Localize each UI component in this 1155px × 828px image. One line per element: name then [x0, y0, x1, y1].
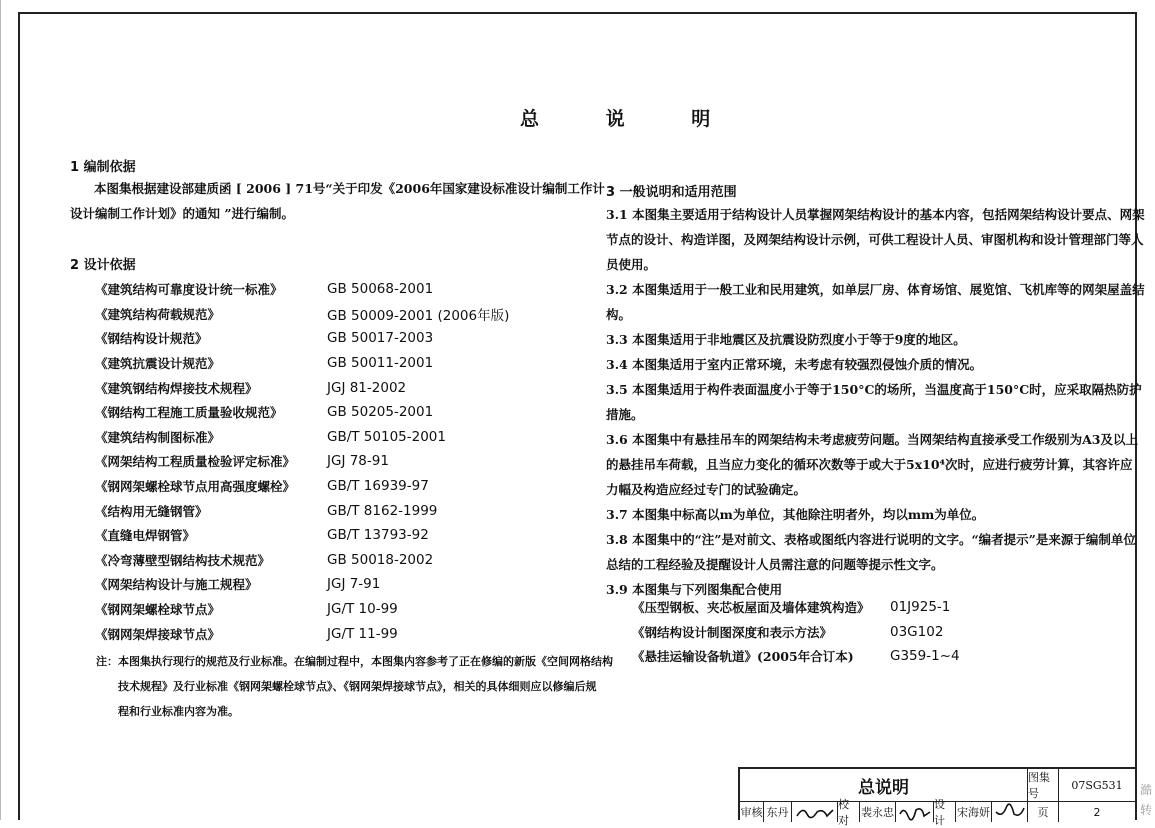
- related-atlas-list: [632, 595, 1092, 669]
- section-3-line: 3.5 本图集适用于构件表面温度小于等于150°C的场所，当温度高于150°C时，应采取隔热防护: [606, 382, 1142, 397]
- section-3-line: 措施。: [606, 407, 644, 422]
- page-title: 总 说 明: [520, 108, 741, 130]
- signature-mark: [994, 804, 1026, 820]
- checker-name: 裴永忠: [860, 802, 896, 822]
- standard-name: 《建筑结构可靠度设计统一标准》: [95, 282, 283, 298]
- standard-name: 《建筑结构制图标准》: [95, 429, 221, 445]
- standard-code: GB/T 13793-92: [327, 527, 429, 544]
- checker-signature: [896, 802, 934, 822]
- reviewer-name: 东丹: [764, 802, 792, 822]
- signature-mark: [898, 804, 932, 820]
- section-1-line: 本图集根据建设部建质函 [ 2006 ] 71号“关于印发《2006年国家建设标准设计编制工作计: [94, 181, 605, 196]
- section-3-line: 3.7 本图集中标高以m为单位，其他除注明者外，均以mm为单位。: [606, 507, 985, 522]
- standard-name: 《钢结构工程施工质量验收规范》: [95, 405, 283, 421]
- page-label: 页: [1028, 802, 1059, 822]
- note-line: 技术规程》及行业标准《钢网架螺栓球节点》、《钢网架焊接球节点》，相关的具体细则应以修编后规: [118, 680, 597, 693]
- section-1-line: 设计编制工作计划》的通知 ”进行编制。: [70, 206, 295, 221]
- design-label: 设计: [934, 802, 956, 822]
- section-1-body: [70, 176, 605, 226]
- atlas-number-label: 图集号: [1028, 769, 1059, 801]
- related-atlas-code: 01J925-1: [890, 599, 951, 616]
- standard-name: 《直缝电焊钢管》: [95, 528, 196, 544]
- standard-code: GB/T 16939-97: [327, 478, 429, 495]
- designer-signature: [992, 802, 1028, 822]
- section-3-heading: 3 一般说明和适用范围: [606, 185, 737, 200]
- standard-row: [95, 621, 535, 646]
- standard-row: [95, 400, 535, 425]
- standard-row: [95, 597, 535, 622]
- section-3-line: 3.8 本图集中的“注”是对前文、表格或图纸内容进行说明的文字。“编者提示”是来源于编制单位: [606, 532, 1136, 547]
- standard-code: JG/T 10-99: [327, 601, 398, 618]
- standard-row: [95, 498, 535, 523]
- section-3-line: 的悬挂吊车荷载，且当应力变化的循环次数等于或大于5x10⁴次时，应进行疲劳计算，其容许应: [606, 457, 1133, 472]
- standard-name: 《钢网架焊接球节点》: [95, 626, 221, 642]
- reviewer-signature: [792, 802, 838, 822]
- standard-code: JG/T 11-99: [327, 625, 398, 642]
- standard-code: GB 50017-2003: [327, 330, 434, 347]
- atlas-number: 07SG531: [1071, 778, 1123, 792]
- standard-name: 《钢网架螺栓球节点用高强度螺栓》: [95, 479, 296, 495]
- section-2-heading: 2 设计依据: [70, 258, 136, 273]
- standard-row: [95, 523, 535, 548]
- standard-row: [95, 326, 535, 351]
- section-3-line: 节点的设计、构造详图，及网架结构设计示例，可供工程设计人员、审图机构和设计管理部门等人: [606, 232, 1144, 247]
- section-3-line: 员使用。: [606, 257, 657, 272]
- section-3-body: [606, 202, 1145, 602]
- standard-row: [95, 302, 535, 327]
- standard-code: JGJ 78-91: [327, 453, 389, 470]
- standard-code: GB 50068-2001: [327, 281, 434, 298]
- section-1-heading: 1 编制依据: [70, 160, 136, 175]
- standard-code: GB 50205-2001: [327, 404, 434, 421]
- standard-name: 《建筑抗震设计规范》: [95, 356, 221, 372]
- standard-code: JGJ 81-2002: [327, 379, 407, 396]
- signature-mark: [795, 804, 835, 820]
- standard-name: 《钢网架螺栓球节点》: [95, 602, 221, 618]
- standards-note: [96, 649, 613, 724]
- note-line: 程和行业标准内容为准。: [118, 705, 239, 718]
- related-atlas-code: 03G102: [890, 623, 944, 640]
- standard-row: [95, 548, 535, 573]
- section-3-line: 3.9 本图集与下列图集配合使用: [606, 582, 783, 597]
- related-atlas-row: [632, 595, 1092, 620]
- related-atlas-row: [632, 644, 1092, 669]
- section-3-line: 总结的工程经验及提醒设计人员需注意的问题等提示性文字。: [606, 557, 944, 572]
- check-label: 校对: [838, 802, 860, 822]
- standard-row: [95, 277, 535, 302]
- standard-row: [95, 425, 535, 450]
- review-label: 审核: [740, 802, 764, 822]
- section-3-line: 3.3 本图集适用于非地震区及抗震设防烈度小于等于9度的地区。: [606, 332, 966, 347]
- standard-row: [95, 449, 535, 474]
- standard-code: JGJ 7-91: [327, 576, 381, 593]
- standards-list: [95, 277, 535, 646]
- section-3-line: 3.1 本图集主要适用于结构设计人员掌握网架结构设计的基本内容，包括网架结构设计要点、网架: [606, 207, 1145, 222]
- section-3-line: 构。: [606, 307, 632, 322]
- standard-name: 《网架结构设计与施工规程》: [95, 577, 258, 593]
- related-atlas-name: 《钢结构设计制图深度和表示方法》: [632, 624, 833, 640]
- section-3-line: 3.2 本图集适用于一般工业和民用建筑，如单层厂房、体育场馆、展览馆、飞机库等的网架屋盖结: [606, 282, 1145, 297]
- section-3-line: 3.4 本图集适用于室内正常环境，未考虑有较强烈侵蚀介质的情况。: [606, 357, 983, 372]
- standard-name: 《冷弯薄壁型钢结构技术规范》: [95, 552, 271, 568]
- page-number: 2: [1093, 805, 1101, 819]
- standard-name: 《建筑钢结构焊接技术规程》: [95, 380, 258, 396]
- standard-name: 《结构用无缝钢管》: [95, 503, 208, 519]
- designer-name: 宋海妍: [956, 802, 992, 822]
- standard-row: [95, 474, 535, 499]
- side-watermark: 澔 转: [1140, 783, 1153, 817]
- related-atlas-code: G359-1~4: [890, 648, 960, 665]
- standard-row: [95, 351, 535, 376]
- standard-code: GB 50011-2001: [327, 355, 434, 372]
- title-block: [738, 767, 1137, 827]
- standard-code: GB/T 50105-2001: [327, 428, 446, 445]
- standard-name: 《建筑结构荷载规范》: [95, 306, 221, 322]
- section-3-line: 3.6 本图集中有悬挂吊车的网架结构未考虑疲劳问题。当网架结构直接承受工作级别为A3及以上: [606, 432, 1138, 447]
- related-atlas-name: 《压型钢板、夹芯板屋面及墙体建筑构造》: [632, 600, 870, 616]
- related-atlas-row: [632, 620, 1092, 645]
- standard-name: 《钢结构设计规范》: [95, 331, 208, 347]
- related-atlas-name: 《悬挂运输设备轨道》(2005年合订本): [632, 649, 854, 665]
- standard-code: GB 50018-2002: [327, 551, 434, 568]
- standard-name: 《网架结构工程质量检验评定标准》: [95, 454, 296, 470]
- section-3-line: 力幅及构造应经过专门的试验确定。: [606, 482, 807, 497]
- standard-code: GB 50009-2001 (2006年版): [327, 307, 510, 324]
- title-block-title: 总说明: [740, 769, 1028, 801]
- standard-code: GB/T 8162-1999: [327, 502, 438, 519]
- standard-row: [95, 572, 535, 597]
- note-line: 注：本图集执行现行的规范及行业标准。在编制过程中，本图集内容参考了正在修编的新版《空间网格结构: [96, 655, 613, 668]
- standard-row: [95, 375, 535, 400]
